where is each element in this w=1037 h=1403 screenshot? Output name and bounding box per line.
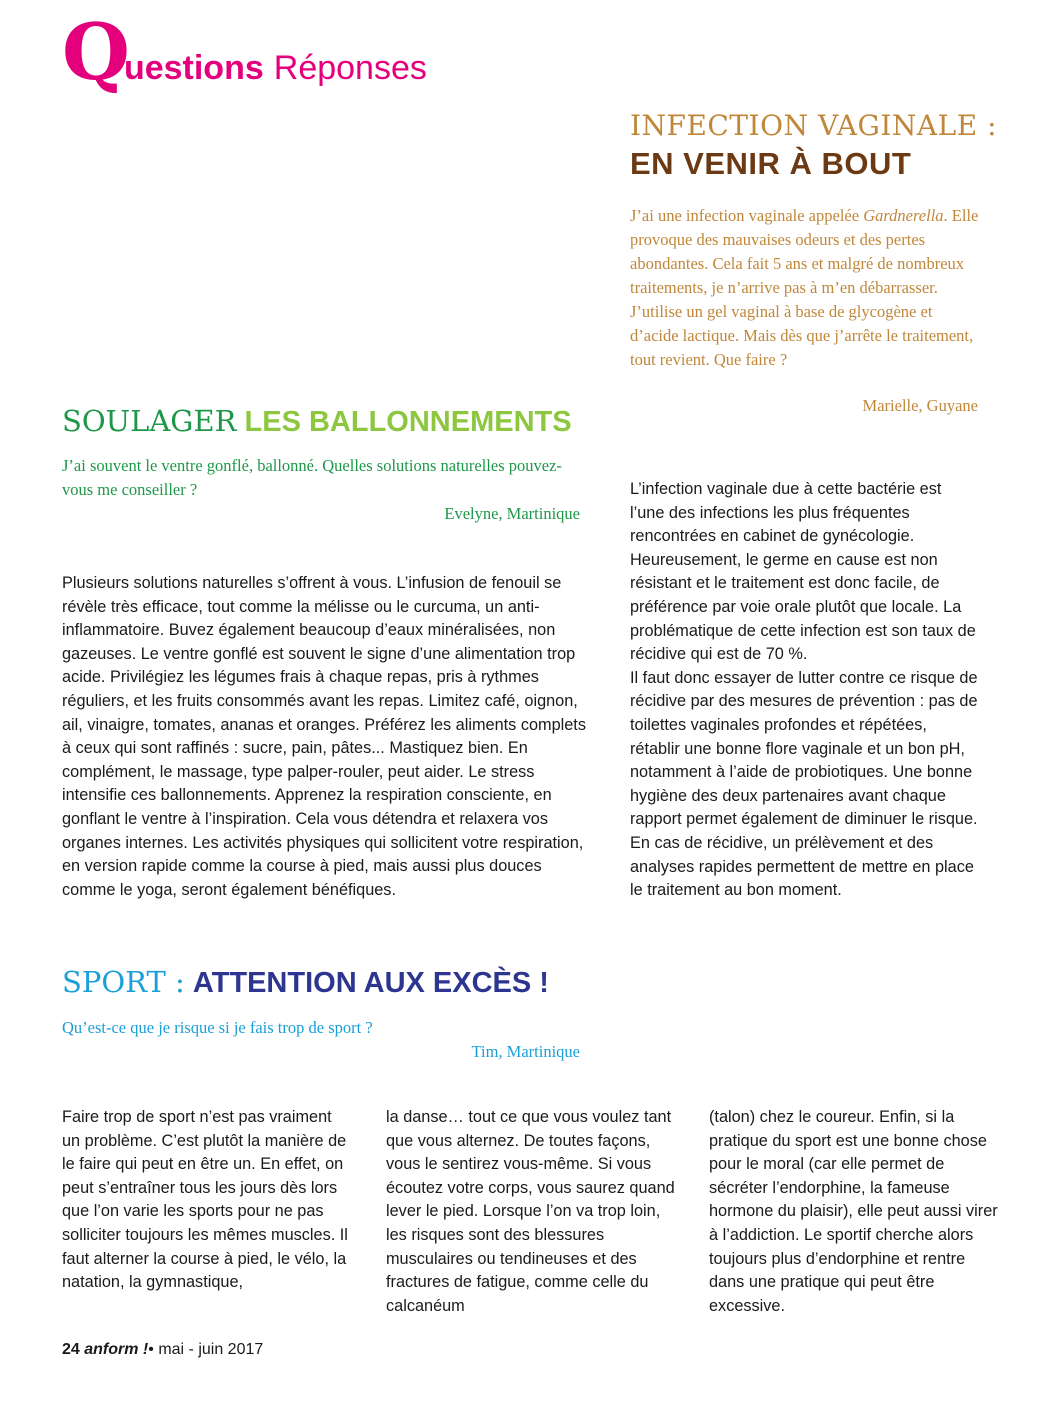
ballonnements-title [62, 402, 602, 441]
infection-answer-paragraph: L’infection vaginale due à cette bactérie est l’une des infections les plus fréquentes rencontrées en cabinet de gynécologie. Heureusement, le germe en cause est non résistant et le traitement est donc facile, de préférence par voie orale plutôt que locale. La problématique de cette infection est son taux de récidive qui est de 70 %. [630, 480, 976, 664]
page-number: 24 [62, 1341, 80, 1358]
sport-title-light: SPORT : [62, 965, 185, 999]
infection-answer-paragraph: En cas de récidive, un prélèvement et des analyses rapides permettent de mettre en place le traitement au bon moment. [630, 833, 974, 900]
sport-answer-column-2: la danse… tout ce que vous voulez tant que vous alternez. De toutes façons, vous le sentirez vous-même. Si vous écoutez votre corps, vous saurez quand lever le pied. Lorsque l’on va trop loin, les risques sont des blessures musculaires ou tendineuses et des fractures de fatigue, comme celle du calcanéum [386, 1108, 675, 1315]
issue-date: mai - juin 2017 [158, 1341, 264, 1358]
infection-title-light: INFECTION VAGINALE : [630, 109, 997, 142]
ballonnements-author: Evelyne, Martinique [444, 504, 580, 523]
ballonnements-answer: Plusieurs solutions naturelles s’offrent à vous. L’infusion de fenouil se révèle très efficace, tout comme la mélisse ou le curcuma, un anti-inflammatoire. Buvez également beaucoup d’eaux minéralisées, non gazeuses. Le ventre gonflé est souvent le signe d’une alimentation trop acide. Privilégiez les légumes frais à chaque repas, pris à rythmes réguliers, et les fruits consommés avant les repas. Limitez café, oignon, ail, vinaigre, tomates, ananas et oranges. Préférez les aliments complets à ceux qui sont raffinés : sucre, pain, pâtes... Mastiquez bien. En complément, le massage, type palper-rouler, peut aider. Le stress intensifie ces ballonnements. Apprenez la respiration consciente, en gonflant le ventre à l’inspiration. Cela vous détendra et relaxera vos organes internes. Les activités physiques qui sollicitent votre respiration, en version rapide comme la course à pied, mais aussi plus douces comme le yoga, seront également bénéfiques. [62, 574, 586, 899]
infection-title-bold: EN VENIR À BOUT [630, 146, 912, 181]
sport-answer-column-1: Faire trop de sport n’est pas vraiment un problème. C’est plutôt la manière de le faire qui peut en être un. En effet, on peut s’entraîner tous les jours dès lors que l’on varie les sports pour ne pas solliciter toujours les mêmes muscles. Il faut alterner la course à pied, le vélo, la natation, la gymnastique, [62, 1108, 348, 1292]
sport-title [62, 962, 622, 1003]
infection-question [630, 204, 982, 372]
infection-question-italic: Gardnerella [863, 206, 944, 225]
ballonnements-title-light: SOULAGER [62, 404, 237, 438]
header-reponses: Réponses [273, 49, 427, 87]
header-questions: uestions [123, 49, 264, 87]
infection-author: Marielle, Guyane [862, 396, 978, 415]
magazine-name: anform ! [84, 1341, 149, 1358]
sport-question: Qu’est-ce que je risque si je fais trop de sport ? [62, 1018, 373, 1037]
infection-question-post: . Elle provoque des mauvaises odeurs et des pertes abondantes. Cela fait 5 ans et malgré de nombreux traitements, je n’arrive pas à m’en débarrasser. J’utilise un gel vaginal à base de glycogène et d’acide lactique. Mais dès que j’arrête le traitement, tout revient. Que faire ? [630, 206, 979, 369]
ballonnements-question: J’ai souvent le ventre gonflé, ballonné. Quelles solutions naturelles pouvez-vous me conseiller ? [62, 456, 562, 499]
infection-question-pre: J’ai une infection vaginale appelée [630, 206, 864, 225]
sport-author: Tim, Martinique [471, 1042, 580, 1061]
page-footer [62, 1338, 462, 1362]
header-q-letter: Q [62, 7, 130, 98]
sport-title-bold: ATTENTION AUX EXCÈS ! [192, 967, 549, 999]
page-header [62, 7, 662, 98]
ballonnements-title-bold: LES BALLONNEMENTS [244, 406, 572, 438]
sport-answer-column-3: (talon) chez le coureur. Enfin, si la pratique du sport est une bonne chose pour le moral (car elle permet de sécréter l’endorphine, la fameuse hormone du plaisir), elle peut aussi virer à l’addiction. Le sportif cherche alors toujours plus d’endorphine et rentre dans une pratique qui peut être excessive. [709, 1108, 998, 1315]
infection-answer-paragraph: Il faut donc essayer de lutter contre ce risque de récidive par des mesures de prévention : pas de toilettes vaginales profondes et répétées, rétablir une bonne flore vaginale et un bon pH, notamment à l’aide de probiotiques. Une bonne hygiène des deux partenaires avant chaque rapport permet également de diminuer le risque. [630, 668, 978, 829]
footer-separator: • [148, 1341, 154, 1358]
infection-answer [630, 478, 980, 903]
